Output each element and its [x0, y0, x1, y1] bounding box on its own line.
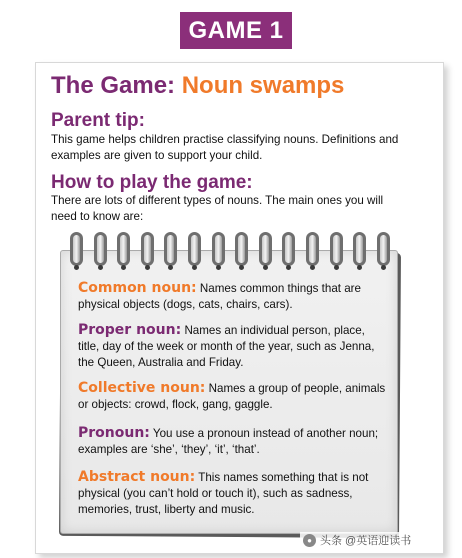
- noun-definition: You use a pronoun instead of another noun; examples are ‘she’, ‘they’, ‘it’, ‘that’.: [78, 427, 379, 456]
- parent-tip-heading: Parent tip:: [51, 110, 145, 131]
- noun-entry-proper: [78, 322, 388, 371]
- noun-term: Collective noun:: [78, 380, 206, 396]
- how-to-play-text: There are lots of different types of nouns. The main ones you will need to know are:: [51, 194, 384, 223]
- spiral-ring: [306, 232, 319, 266]
- title-prefix: The Game:: [51, 72, 182, 99]
- spiral-ring: [353, 232, 366, 266]
- how-to-play-heading: How to play the game:: [51, 172, 253, 193]
- spiral-ring: [94, 232, 107, 266]
- watermark-text: 头条 @英语迎读书: [320, 535, 412, 547]
- spiral-ring: [235, 232, 248, 266]
- watermark: [300, 532, 414, 548]
- spiral-ring: [117, 232, 130, 266]
- game-badge: GAME 1: [180, 12, 292, 49]
- title-game-name: Noun swamps: [181, 72, 345, 99]
- parent-tip-text: This game helps children practise classifying nouns. Definitions and examples are given to support your child.: [51, 133, 399, 162]
- spiral-ring: [141, 232, 154, 266]
- spiral-ring: [377, 232, 390, 266]
- spiral-ring: [282, 232, 295, 266]
- noun-definition: Names an individual person, place, title, day of the week or month of the year, such as Jenna, the Queen, Australia and Friday.: [78, 324, 375, 369]
- noun-entry-pronoun: [78, 425, 388, 458]
- spiral-binding: [70, 232, 390, 270]
- spiral-ring: [188, 232, 201, 266]
- spiral-ring: [330, 232, 343, 266]
- spiral-ring: [164, 232, 177, 266]
- noun-definition: Names common things that are physical objects (dogs, cats, chairs, cars).: [78, 282, 361, 311]
- noun-definition: This names something that is not physical (you can’t hold or touch it), such as sadness, memories, trust, liberty and music.: [78, 471, 369, 516]
- spiral-ring: [212, 232, 225, 266]
- spiral-ring: [259, 232, 272, 266]
- page-title: [51, 72, 344, 100]
- spiral-ring: [70, 232, 83, 266]
- noun-entry-abstract: [78, 469, 388, 518]
- noun-term: Common noun:: [78, 280, 197, 296]
- noun-entry-common: [78, 280, 388, 313]
- noun-definition: Names a group of people, animals or objects: crowd, flock, gang, gaggle.: [78, 382, 386, 411]
- noun-term: Proper noun:: [78, 322, 182, 338]
- watermark-icon: ●: [303, 534, 316, 547]
- noun-entry-collective: [78, 380, 388, 413]
- noun-term: Abstract noun:: [78, 469, 196, 485]
- noun-term: Pronoun:: [78, 425, 150, 441]
